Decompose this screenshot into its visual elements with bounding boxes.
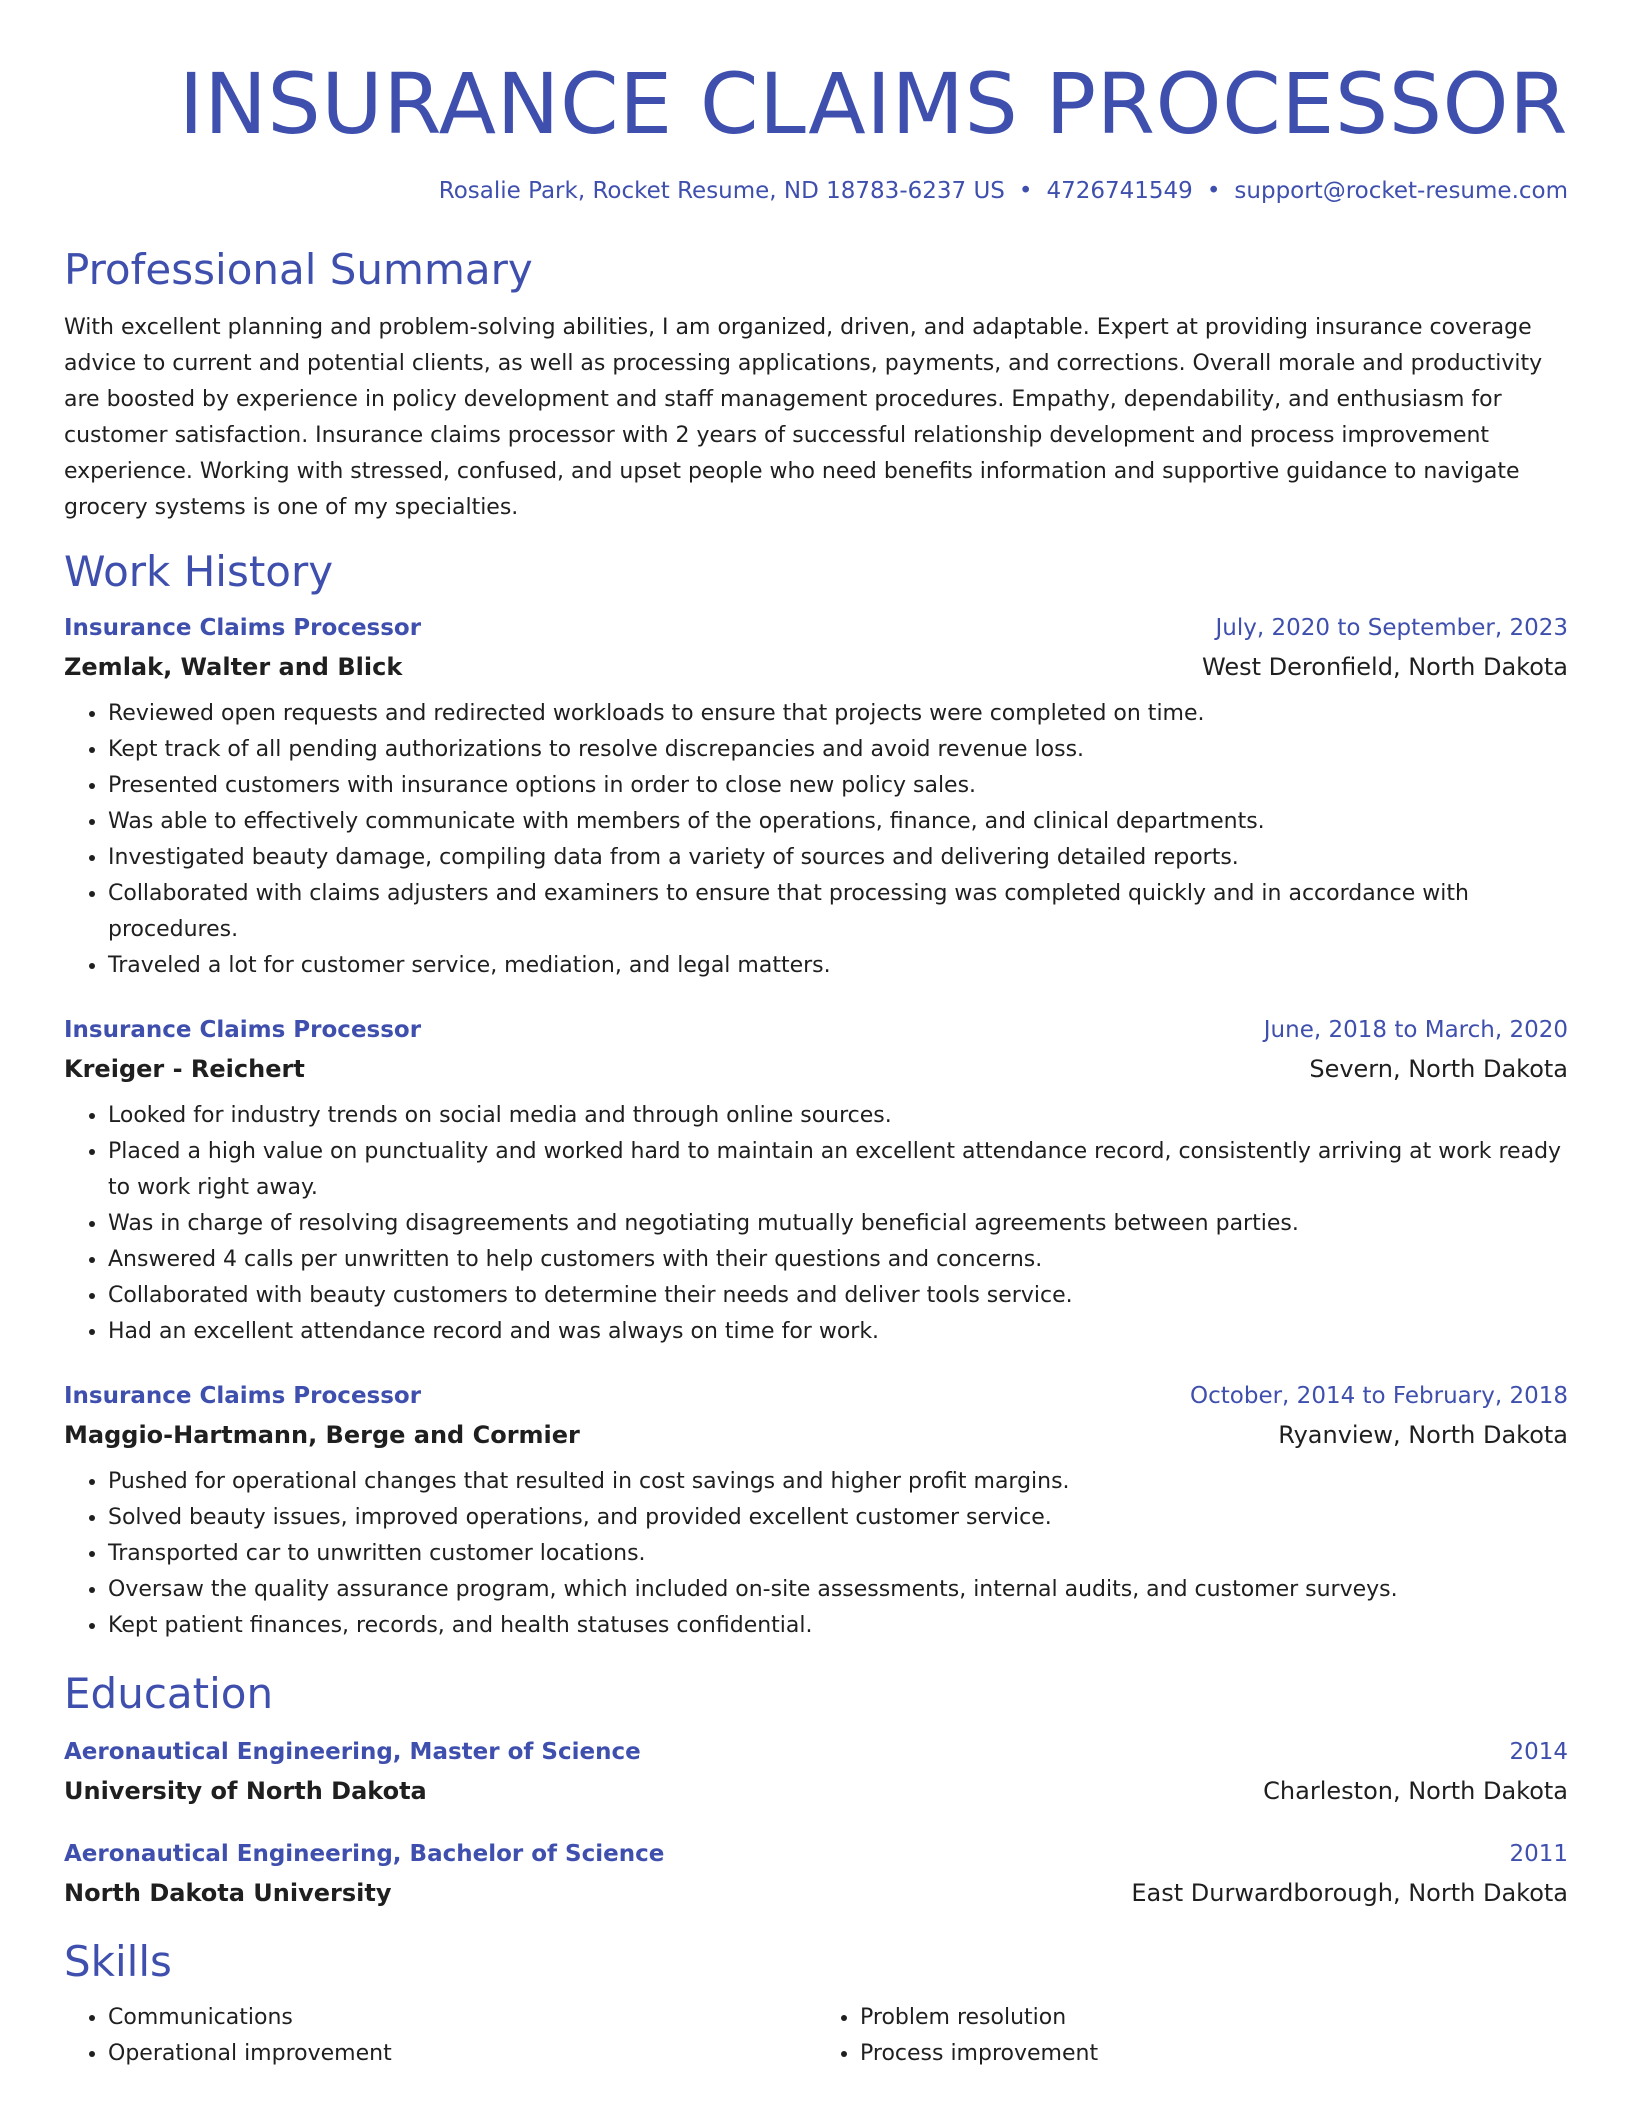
job-bullets xyxy=(64,1098,1568,1350)
job-bullets xyxy=(64,1464,1568,1644)
summary-heading: Professional Summary xyxy=(64,245,533,294)
list-item: • Investigated beauty damage, compiling data from a variety of sources and delivering detailed reports. xyxy=(108,840,1568,876)
contact-phone: 4726741549 xyxy=(1046,178,1193,204)
list-item: • Looked for industry trends on social media and through online sources. xyxy=(108,1098,1568,1134)
job-company: Zemlak, Walter and Blick xyxy=(64,653,403,681)
job-location: West Deronfield, North Dakota xyxy=(1202,653,1568,681)
education-header xyxy=(64,1736,1568,1768)
list-item: • Oversaw the quality assurance program, which included on-site assessments, internal audits, and customer surveys. xyxy=(108,1572,1568,1608)
job-bullets xyxy=(64,696,1568,984)
list-item: • Transported car to unwritten customer locations. xyxy=(108,1536,1568,1572)
job-header xyxy=(64,1380,1568,1412)
job-role: Insurance Claims Processor xyxy=(64,615,422,641)
job-header xyxy=(64,612,1568,644)
summary-text: With excellent planning and problem-solving abilities, I am organized, driven, and adaptable. Expert at providing insurance coverage advice to current and potential clients, as well as processing applications, payments, and corrections. Overall morale and productivity are boosted by experience in policy development and staff management procedures. Empathy, dependability, and enthusiasm for customer satisfaction. Insurance claims processor with 2 years of successful relationship development and process improvement experience. Working with stressed, confused, and upset people who need benefits information and supportive guidance to navigate grocery systems is one of my specialties. xyxy=(64,315,1543,520)
education-header xyxy=(64,1838,1568,1870)
list-item: • Reviewed open requests and redirected workloads to ensure that projects were completed on time. xyxy=(108,696,1568,732)
list-item: • Was in charge of resolving disagreements and negotiating mutually beneficial agreements between parties. xyxy=(108,1206,1568,1242)
contact-address: Rosalie Park, Rocket Resume, ND 18783-6237 US xyxy=(438,178,1005,204)
skills-heading: Skills xyxy=(64,1937,172,1986)
skills-list xyxy=(64,2000,1568,2072)
work-history-heading: Work History xyxy=(64,547,334,596)
education-location: East Durwardborough, North Dakota xyxy=(1131,1879,1568,1907)
education-degree: Aeronautical Engineering, Master of Science xyxy=(64,1739,641,1765)
list-item: • Placed a high value on punctuality and worked hard to maintain an excellent attendance record, consistently arriving at work ready to work right away. xyxy=(108,1134,1568,1206)
contact-separator: • xyxy=(1018,178,1033,204)
list-item: • Solved beauty issues, improved operations, and provided excellent customer service. xyxy=(108,1500,1568,1536)
resume-title: INSURANCE CLAIMS PROCESSOR xyxy=(178,55,1568,153)
education-school: University of North Dakota xyxy=(64,1777,427,1805)
list-item: • Operational improvement xyxy=(108,2036,816,2072)
education-subheader xyxy=(64,1774,1568,1808)
list-item: • Kept patient finances, records, and health statuses confidential. xyxy=(108,1608,1568,1644)
skills-column-left xyxy=(64,2000,816,2072)
job-role: Insurance Claims Processor xyxy=(64,1017,422,1043)
job-location: Ryanview, North Dakota xyxy=(1278,1421,1568,1449)
education-year: 2014 xyxy=(1509,1739,1568,1765)
job-company: Maggio-Hartmann, Berge and Cormier xyxy=(64,1421,580,1449)
education-year: 2011 xyxy=(1509,1841,1568,1867)
list-item: • Traveled a lot for customer service, mediation, and legal matters. xyxy=(108,948,1568,984)
list-item: • Was able to effectively communicate with members of the operations, finance, and clinical departments. xyxy=(108,804,1568,840)
job-dates: October, 2014 to February, 2018 xyxy=(1190,1383,1568,1409)
job-header xyxy=(64,1014,1568,1046)
job-subheader xyxy=(64,1418,1568,1452)
list-item: • Presented customers with insurance options in order to close new policy sales. xyxy=(108,768,1568,804)
skills-column-right xyxy=(816,2000,1568,2072)
job-subheader xyxy=(64,650,1568,684)
education-location: Charleston, North Dakota xyxy=(1263,1777,1568,1805)
list-item: • Communications xyxy=(108,2000,816,2036)
contact-email[interactable]: support@rocket-resume.com xyxy=(1234,178,1568,204)
education-entry xyxy=(64,1838,1568,1910)
education-school: North Dakota University xyxy=(64,1879,392,1907)
list-item: • Pushed for operational changes that resulted in cost savings and higher profit margins. xyxy=(108,1464,1568,1500)
education-entry xyxy=(64,1736,1568,1808)
education-degree: Aeronautical Engineering, Bachelor of Science xyxy=(64,1841,665,1867)
list-item: • Kept track of all pending authorizations to resolve discrepancies and avoid revenue loss. xyxy=(108,732,1568,768)
job-role: Insurance Claims Processor xyxy=(64,1383,422,1409)
job-company: Kreiger - Reichert xyxy=(64,1055,305,1083)
job-subheader xyxy=(64,1052,1568,1086)
list-item: • Problem resolution xyxy=(860,2000,1568,2036)
education-subheader xyxy=(64,1876,1568,1910)
list-item: • Process improvement xyxy=(860,2036,1568,2072)
list-item: • Had an excellent attendance record and was always on time for work. xyxy=(108,1314,1568,1350)
list-item: • Collaborated with beauty customers to determine their needs and deliver tools service. xyxy=(108,1278,1568,1314)
job-entry xyxy=(64,1014,1568,1350)
job-dates: July, 2020 to September, 2023 xyxy=(1215,615,1568,641)
job-entry xyxy=(64,1380,1568,1644)
contact-separator: • xyxy=(1206,178,1221,204)
education-heading: Education xyxy=(64,1669,274,1718)
job-entry xyxy=(64,612,1568,984)
list-item: • Answered 4 calls per unwritten to help customers with their questions and concerns. xyxy=(108,1242,1568,1278)
list-item: • Collaborated with claims adjusters and examiners to ensure that processing was completed quickly and in accordance with procedures. xyxy=(108,876,1568,948)
job-dates: June, 2018 to March, 2020 xyxy=(1263,1017,1568,1043)
contact-line xyxy=(64,176,1568,206)
job-location: Severn, North Dakota xyxy=(1309,1055,1568,1083)
